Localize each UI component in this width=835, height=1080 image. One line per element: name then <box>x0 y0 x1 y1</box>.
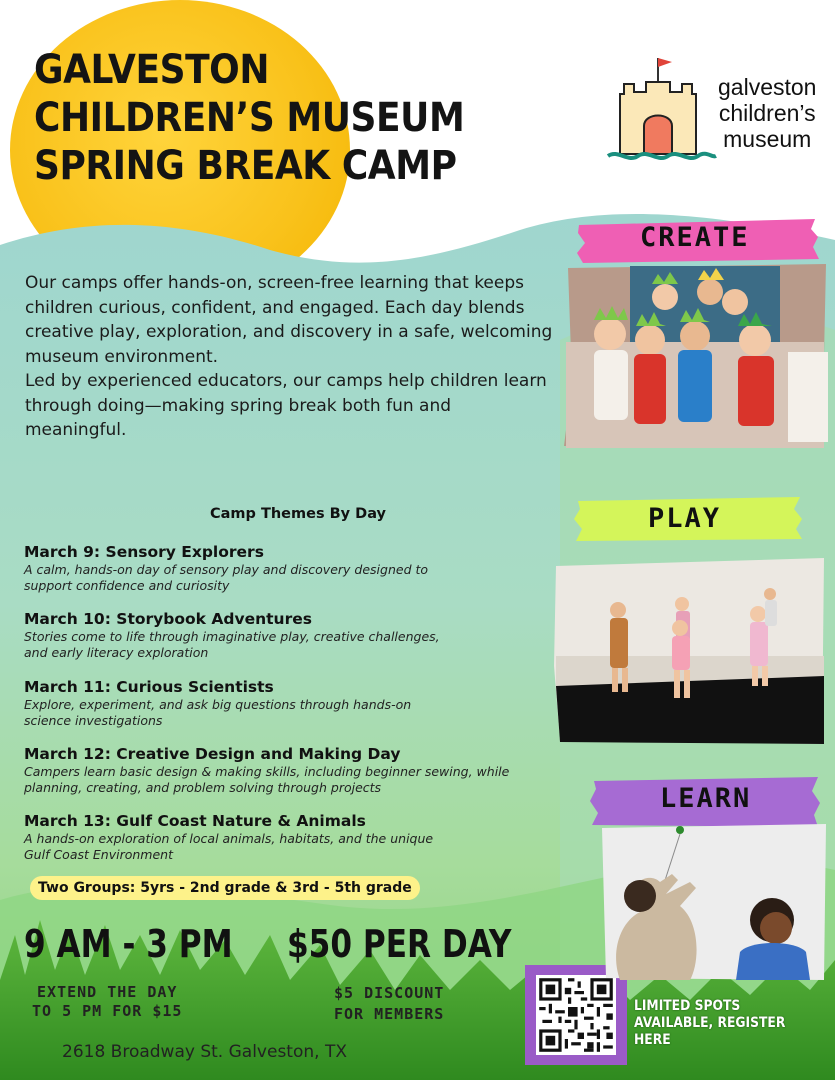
member-discount-note <box>334 983 444 1025</box>
groups-badge: Two Groups: 5yrs - 2nd grade & 3rd - 5th grade <box>30 876 420 900</box>
day-title: March 9: Sensory Explorers <box>24 543 264 561</box>
extend-line-1: EXTEND THE DAY <box>37 983 178 1001</box>
day-description: Campers learn basic design & making skills, including beginner sewing, while planning, creating, and problem solving through projects <box>24 764 510 795</box>
title-line-3: SPRING BREAK CAMP <box>34 143 457 189</box>
learn-photo <box>600 822 828 982</box>
qr-code-icon[interactable] <box>536 975 616 1055</box>
logo-wordmark <box>718 74 816 152</box>
logo-line-2: children’s <box>718 100 816 126</box>
day-description: A hands-on exploration of local animals, habitats, and the unique Gulf Coast Environment <box>24 831 434 862</box>
day-title: March 10: Storybook Adventures <box>24 610 312 628</box>
camp-hours: 9 AM - 3 PM <box>24 922 233 966</box>
title-line-2: CHILDREN’S MUSEUM <box>34 95 465 141</box>
extend-day-note <box>32 983 182 1021</box>
camp-price: $50 PER DAY <box>287 922 512 966</box>
day-description: Stories come to life through imaginative play, creative challenges, and early literacy exploration <box>24 629 440 660</box>
limited-line-1: LIMITED SPOTS <box>634 998 741 1014</box>
limited-line-2: AVAILABLE, REGISTER <box>634 1015 786 1031</box>
logo-line-1: galveston <box>718 74 817 100</box>
play-photo <box>552 556 828 748</box>
discount-line-1: $5 DISCOUNT <box>334 984 445 1002</box>
day-title: March 13: Gulf Coast Nature & Animals <box>24 812 366 830</box>
create-label: CREATE <box>640 222 750 253</box>
create-photo <box>560 262 830 450</box>
day-item-march-10 <box>24 609 584 661</box>
day-item-march-9 <box>24 542 584 594</box>
intro-text <box>25 271 555 443</box>
day-description: Explore, experiment, and ask big questions through hands-on science investigations <box>24 697 412 728</box>
day-title: March 12: Creative Design and Making Day <box>24 745 401 763</box>
themes-heading: Camp Themes By Day <box>210 506 387 522</box>
day-item-march-12 <box>24 744 584 796</box>
logo-line-3: museum <box>723 126 812 152</box>
limited-spots-note <box>634 998 785 1049</box>
play-label: PLAY <box>648 503 722 534</box>
limited-line-3: HERE <box>634 1032 671 1048</box>
extend-line-2: TO 5 PM FOR $15 <box>32 1002 183 1020</box>
discount-line-2: FOR MEMBERS <box>334 1005 445 1023</box>
intro-paragraph-2: Led by experienced educators, our camps help children learn through doing—making spring break both fun and meaningful. <box>25 371 547 440</box>
day-title: March 11: Curious Scientists <box>24 678 274 696</box>
page-title <box>34 46 464 190</box>
day-item-march-11 <box>24 677 584 729</box>
day-description: A calm, hands-on day of sensory play and discovery designed to support confidence and curiosity <box>24 562 429 593</box>
address: 2618 Broadway St. Galveston, TX <box>62 1042 347 1062</box>
title-line-1: GALVESTON <box>34 47 270 93</box>
day-item-march-13 <box>24 811 584 863</box>
intro-paragraph-1: Our camps offer hands-on, screen-free learning that keeps children curious, confident, and engaged. Each day blends creative play, exploration, and discovery in a safe, welcoming museum environment. <box>25 273 553 367</box>
learn-label: LEARN <box>660 783 752 814</box>
